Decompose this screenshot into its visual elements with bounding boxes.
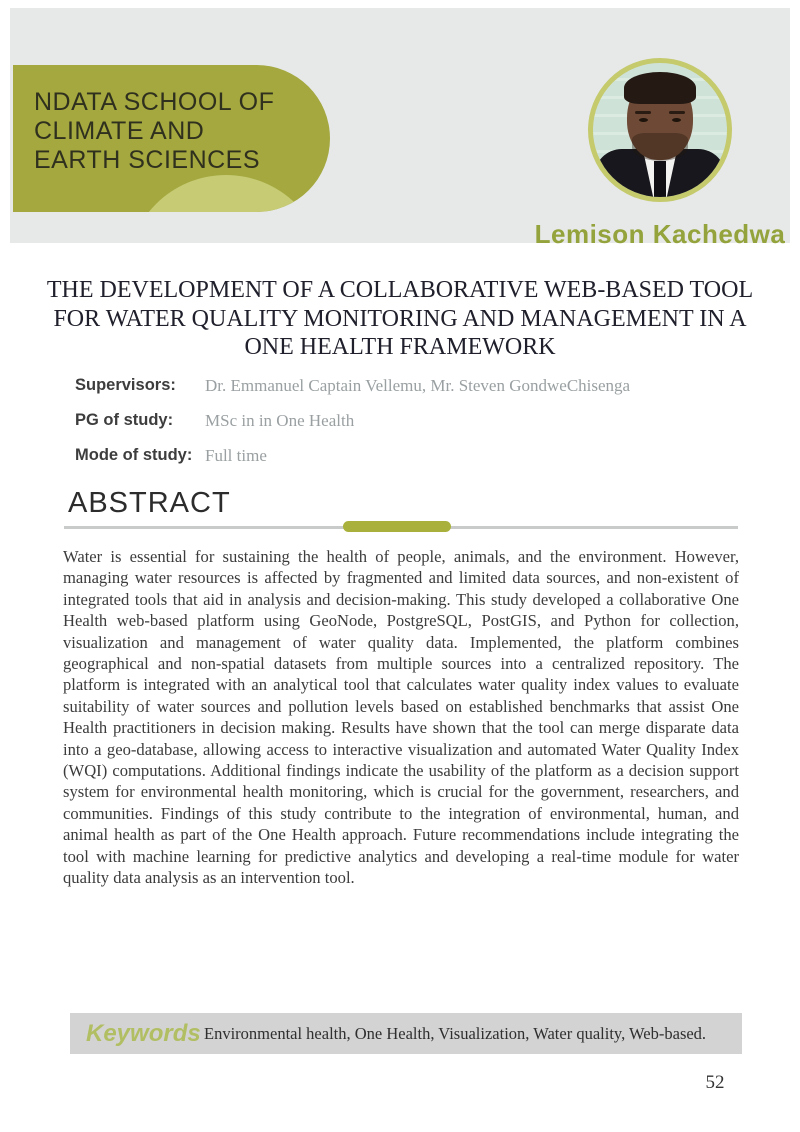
pg-of-study-label: PG of study: — [75, 411, 174, 429]
abstract-divider-accent — [343, 521, 451, 532]
mode-of-study-label: Mode of study: — [75, 446, 193, 464]
photo-eyebrow-right — [669, 111, 685, 114]
detail-row-supervisors — [75, 376, 715, 411]
school-badge — [13, 65, 330, 212]
pg-of-study-value: MSc in in One Health — [205, 411, 355, 430]
header-band — [10, 8, 790, 249]
supervisors-value: Dr. Emmanuel Captain Vellemu, Mr. Steven GondweChisenga — [205, 376, 631, 395]
page-number: 52 — [705, 1072, 725, 1093]
page-title: THE DEVELOPMENT OF A COLLABORATIVE WEB-BASED TOOL FOR WATER QUALITY MONITORING AND MANAGEMENT IN A ONE HEALTH FRAMEWORK — [46, 277, 754, 360]
mode-of-study-value: Full time — [205, 446, 267, 465]
detail-row-pg-of-study — [75, 411, 715, 446]
photo-eye-left — [639, 118, 648, 122]
photo-eye-right — [672, 118, 681, 122]
keywords-label: Keywords — [86, 1019, 201, 1047]
abstract-body: Water is essential for sustaining the health of people, animals, and the environment. However, managing water resources is affected by fragmented and limited data sources, and non-existent of integrated tools that aid in analysis and decision-making. This study developed a collaborative One Health web-based platform using GeoNode, PostgreSQL, PostGIS, and Python for collection, visualization and management of water quality data. Implemented, the platform combines geographical and non-spatial datasets from multiple sources into a centralized repository. The platform is integrated with an analytical tool that calculates water quality index values to evaluate suitability of water sources and pollution levels based on established benchmarks that assist One Health practitioners in decision making. Results have shown that the tool can merge disparate data into a geo-database, allowing access to interactive visualization and automated Water Quality Index (WQI) computations. Additional findings indicate the usability of the platform as a decision support system for environmental health monitoring, which is crucial for the government, researchers, and communities. Findings of this study contribute to the integration of environmental, human, and animal health as part of the One Health approach. Future recommendations include integrating the tool with machine learning for predictive analytics and developing a real-time module for water quality data analysis as an intervention tool. — [63, 547, 739, 888]
study-details — [75, 376, 715, 481]
keywords-value: Environmental health, One Health, Visualization, Water quality, Web-based. — [204, 1023, 707, 1043]
photo-eyebrow-left — [635, 111, 651, 114]
badge-highlight-shape — [127, 175, 325, 212]
photo-beard — [632, 133, 688, 161]
photo-tie — [654, 161, 666, 197]
student-photo — [588, 58, 732, 202]
supervisors-label: Supervisors: — [75, 376, 176, 394]
student-name: Lemison Kachedwa — [534, 219, 786, 249]
school-name: NDATA SCHOOL OF CLIMATE AND EARTH SCIENCES — [34, 88, 275, 174]
detail-row-mode-of-study — [75, 446, 715, 481]
photo-hair — [624, 72, 696, 104]
keywords-bar — [70, 1013, 742, 1054]
abstract-heading: ABSTRACT — [68, 487, 231, 519]
